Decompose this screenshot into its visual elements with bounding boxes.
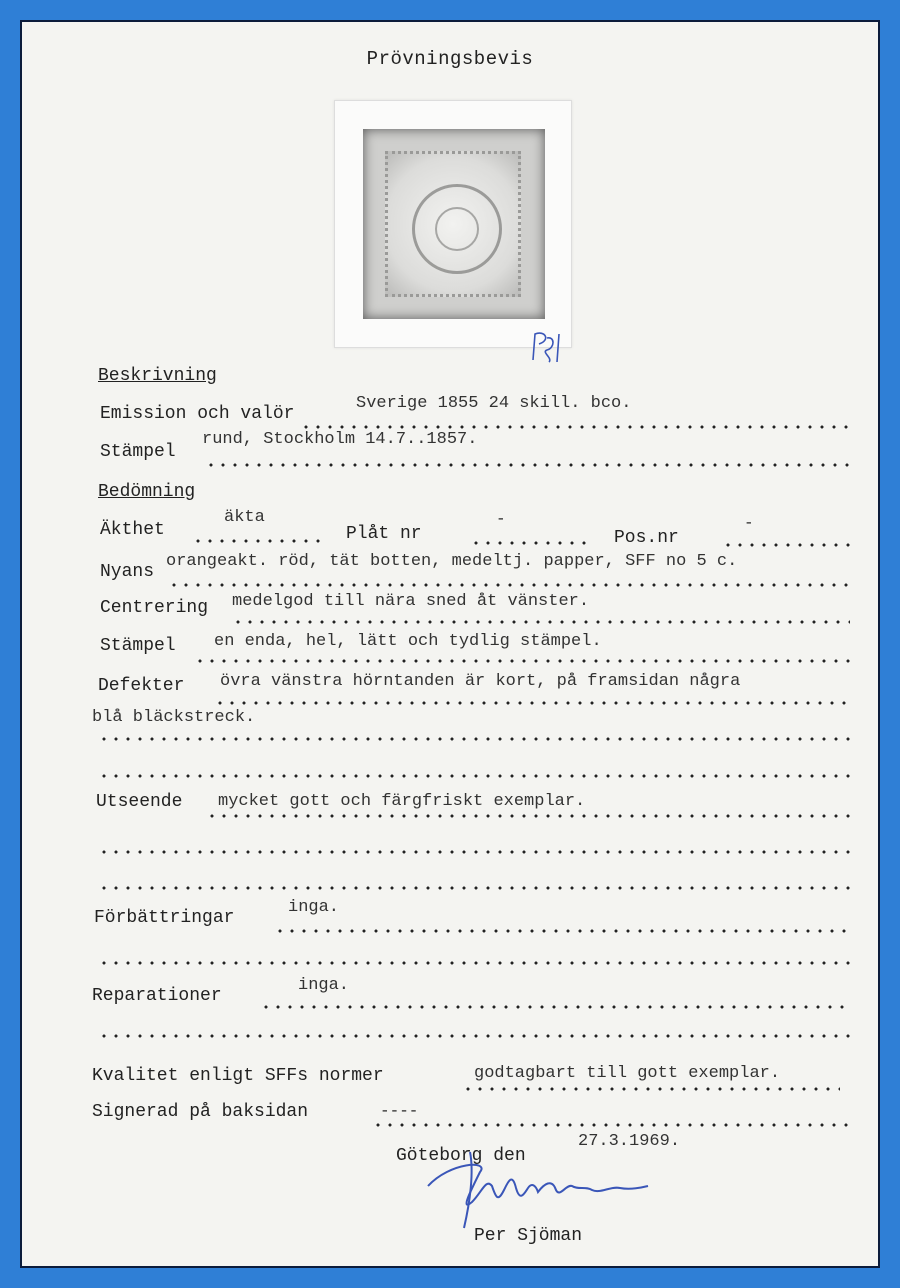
dotted-line [274,929,850,933]
label-kvalitet: Kvalitet enligt SFFs normer [92,1066,384,1086]
dotted-line [260,1005,850,1009]
dotted-line [98,737,850,741]
value-plat-nr: - [496,510,506,528]
dotted-line [205,463,850,467]
section-heading-bedomning: Bedömning [98,482,196,502]
dotted-line [194,659,850,663]
postmark-center [435,207,479,251]
label-akthet: Äkthet [100,520,165,540]
dotted-line [98,886,850,890]
label-signerad: Signerad på baksidan [92,1102,309,1122]
value-date: 27.3.1969. [578,1132,681,1151]
dotted-line [300,425,850,429]
dotted-line [462,1087,840,1091]
signer-name: Per Sjöman [474,1226,583,1246]
dotted-line [98,1034,850,1038]
dotted-line [722,543,850,547]
value-forbattringar: inga. [288,898,340,917]
label-reparationer: Reparationer [92,986,222,1006]
postage-stamp-image [385,151,521,297]
value-emission: Sverige 1855 24 skill. bco. [356,394,632,413]
dotted-line [192,539,322,543]
value-reparationer: inga. [298,976,350,995]
value-stampel-1: rund, Stockholm 14.7..1857. [202,430,478,449]
label-goteborg-date: Göteborg den [396,1146,526,1166]
label-forbattringar: Förbättringar [94,908,235,928]
value-stampel-2: en enda, hel, lätt och tydlig stämpel. [214,632,602,651]
dotted-line [206,814,850,818]
dotted-line [470,541,590,545]
value-pos-nr: - [744,514,754,532]
dotted-line [214,701,850,705]
dotted-line [98,850,850,854]
stamp-photo-frame [363,129,545,319]
value-defekter-line-2: blå bläckstreck. [92,708,256,727]
dotted-line [98,961,850,965]
label-nyans: Nyans [100,562,155,582]
label-defekter: Defekter [98,676,185,696]
section-heading-beskrivning: Beskrivning [98,366,217,386]
label-pos-nr: Pos.nr [614,528,679,548]
value-signerad: ---- [380,1102,419,1120]
value-akthet: äkta [224,508,265,527]
label-emission: Emission och valör [100,404,295,424]
postmark-circle [412,184,502,274]
label-plat-nr: Plåt nr [346,524,422,544]
document-title: Prövningsbevis [366,48,534,70]
value-centrering: medelgod till nära sned åt vänster. [232,592,590,611]
dotted-line [168,583,850,587]
dotted-line [372,1123,850,1127]
label-stampel-1: Stämpel [100,442,176,462]
value-utseende: mycket gott och färgfriskt exemplar. [218,792,586,811]
label-utseende: Utseende [96,792,183,812]
value-nyans: orangeakt. röd, tät botten, medeltj. papper, SFF no 5 c. [166,552,738,571]
handwritten-initials [525,328,565,366]
label-centrering: Centrering [100,598,209,618]
value-kvalitet: godtagbart till gott exemplar. [474,1064,781,1083]
dotted-line [98,774,850,778]
label-stampel-2: Stämpel [100,636,176,656]
stamp-photo-mount [334,100,572,348]
dotted-line [232,620,850,624]
value-defekter-line-1: övra vänstra hörntanden är kort, på framsidan några [220,672,741,691]
